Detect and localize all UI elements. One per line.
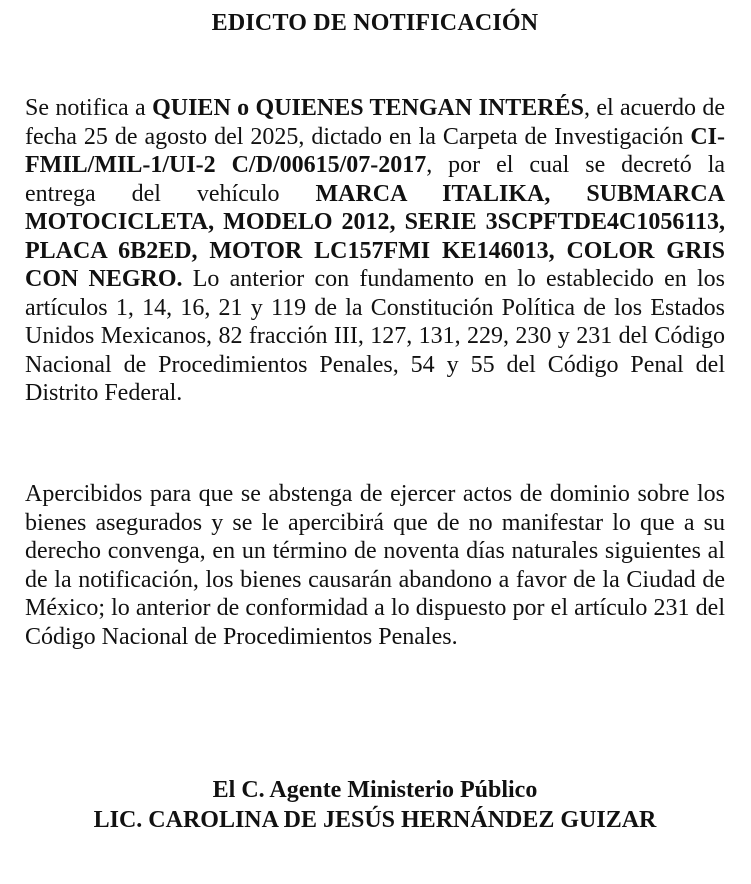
signer-role: El C. Agente Ministerio Público [212, 777, 538, 803]
signer-name: LIC. CAROLINA DE JESÚS HERNÁNDEZ GUIZAR [93, 807, 657, 833]
legal-basis-text: Lo anterior con fundamento en lo establecido en los artículos 1, 14, 16, 21 y 119 de la Constitución Política de los Estados Unidos Mexicanos, 82 fracción III, 127, 131, 229, 230 y 231 del Código Nacional de Procedimientos Penales, 54 y 55 del Código Penal del Distrito Federal. [25, 266, 725, 406]
agreement-date-text: , el acuerdo de fecha 25 de agosto del 2025, dictado en la Carpeta de Investigación [25, 95, 726, 150]
notification-intro-text: Se notifica a [25, 95, 153, 121]
decree-text: , por el cual se decretó la entrega del vehículo [25, 152, 726, 207]
signature-block [25, 775, 725, 835]
warning-paragraph: Apercibidos para que se abstenga de ejercer actos de dominio sobre los bienes asegurados y se le apercibirá que de no manifestar lo que a su derecho convenga, en un término de noventa días naturales siguientes al de la notificación, los bienes causarán abandono a favor de la Ciudad de México; lo anterior de conformidad a lo dispuesto por el artículo 231 del Código Nacional de Procedimientos Penales. [25, 481, 725, 650]
interested-parties: QUIEN o QUIENES TENGAN INTERÉS [152, 95, 584, 121]
vehicle-description: MARCA ITALIKA, SUBMARCA MOTOCICLETA, MODELO 2012, SERIE 3SCPFTDE4C1056113, PLACA 6B2ED, MOTOR LC157FMI KE146013, COLOR GRIS CON NEGRO. [25, 180, 725, 292]
document-title: EDICTO DE NOTIFICACIÓN [211, 10, 539, 36]
notification-paragraph [25, 94, 725, 408]
investigation-file-number: CI-FMIL/MIL-1/UI-2 C/D/00615/07-2017 [25, 123, 725, 178]
